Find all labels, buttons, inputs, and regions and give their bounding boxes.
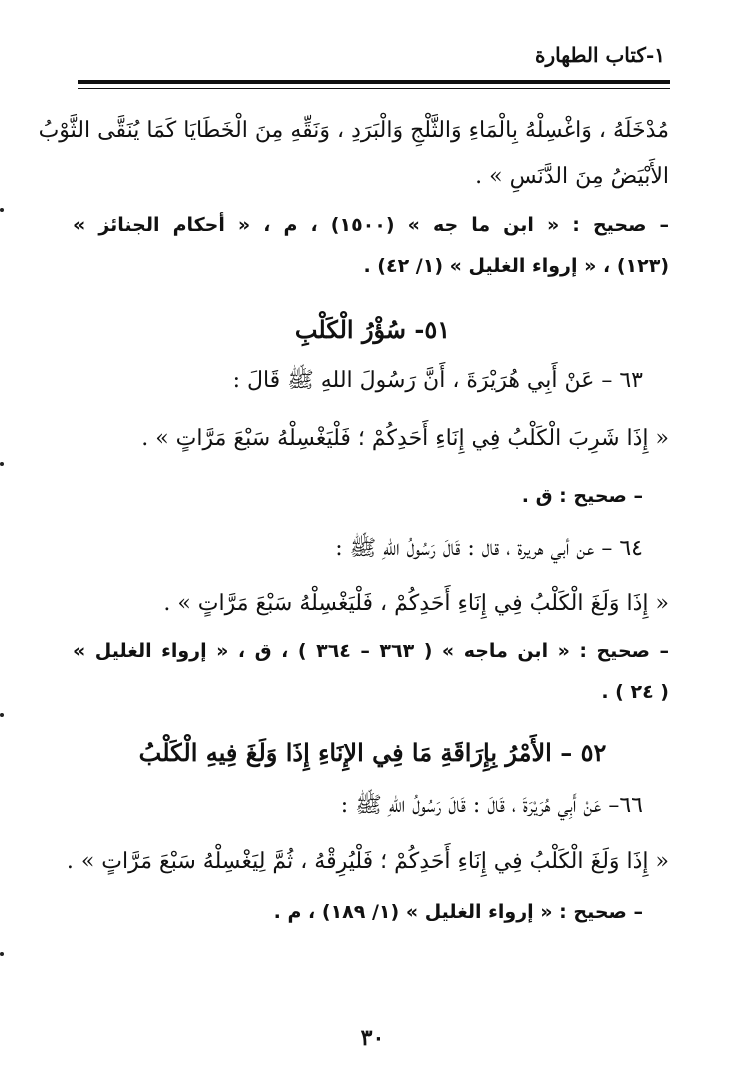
- hadith-intro: ٦٣ – عَنْ أَبِي هُرَيْرَةَ ، أَنَّ رَسُولَ اللهِ ﷺ قَالَ :: [232, 368, 643, 393]
- text-line: مُدْخَلَهُ ، وَاغْسِلْهُ بِالْمَاءِ وَالثَّلْجِ وَالْبَرَدِ ، وَنَقِّهِ مِنَ الْخَطَايَا كَمَا يُنَقَّى الثَّوْبُ: [38, 118, 669, 143]
- hadith-text: « إِذَا وَلَغَ الْكَلْبُ فِي إِنَاءِ أَحَدِكُمْ ؛ فَلْيُرِقْهُ ، ثُمَّ لِيَغْسِلْهُ سَبْعَ مَرَّاتٍ » .: [66, 849, 669, 874]
- hadith-intro: ٦٦– عَنْ أَبِي هُرَيْرَةَ ، قَالَ : قَالَ رَسُولُ اللهِ ﷺ :: [340, 793, 643, 818]
- grading-line: ( ٢٤ ) .: [601, 681, 669, 703]
- scan-edge-mark: [0, 462, 4, 466]
- scan-edge-mark: [0, 208, 4, 212]
- page-number: ٣٠: [360, 1025, 385, 1051]
- hadith-text: « إِذَا شَرِبَ الْكَلْبُ فِي إِنَاءِ أَحَدِكُمْ ؛ فَلْيَغْسِلْهُ سَبْعَ مَرَّاتٍ » .: [141, 426, 669, 451]
- header-rule-thick: [78, 80, 670, 84]
- hadith-text: « إِذَا وَلَغَ الْكَلْبُ فِي إِنَاءِ أَحَدِكُمْ ، فَلْيَغْسِلْهُ سَبْعَ مَرَّاتٍ » .: [163, 591, 669, 616]
- section-heading-52: ٥٢ – الأَمْرُ بِإِرَاقَةِ مَا فِي الإِنَاءِ إِذَا وَلَغَ فِيهِ الْكَلْبُ: [138, 738, 607, 767]
- hadith-intro: ٦٤ – عن أبي هريرة ، قال : قَالَ رَسُولُ اللهِ ﷺ :: [335, 536, 643, 561]
- section-heading-51: ٥١- سُؤْرُ الْكَلْبِ: [294, 315, 451, 344]
- running-head-title: ١-كتاب الطهارة: [535, 43, 665, 67]
- grading-line: – صحيح : « إرواء الغليل » (١/ ١٨٩) ، م .: [273, 901, 643, 923]
- grading-line: – صحيح : « ابن ماجه » ( ٣٦٣ – ٣٦٤ ) ، ق ، « إرواء الغليل »: [73, 640, 670, 662]
- grading-line: – صحيح : « ابن ما جه » (١٥٠٠) ، م ، « أحكام الجنائز »: [73, 214, 670, 236]
- text-line: الأَبْيَضُ مِنَ الدَّنَسِ » .: [475, 164, 669, 189]
- grading-line: – صحيح : ق .: [521, 485, 643, 507]
- scan-edge-mark: [0, 713, 4, 717]
- header-rule-thin: [78, 88, 670, 89]
- grading-line: (١٢٣) ، « إرواء الغليل » (١/ ٤٢) .: [363, 255, 669, 277]
- scan-edge-mark: [0, 952, 4, 956]
